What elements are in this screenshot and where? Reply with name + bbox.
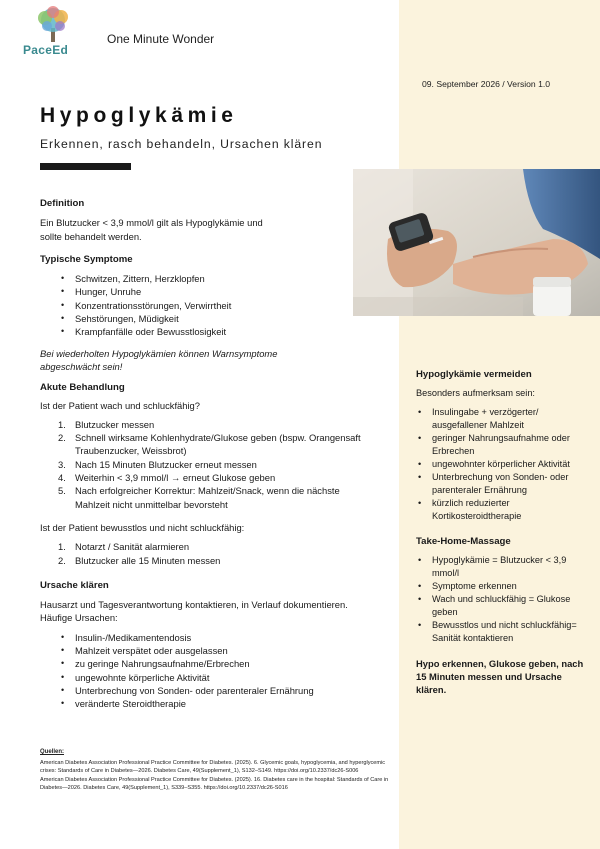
- list-item: • ungewohnter körperlicher Aktivität: [416, 458, 594, 471]
- list-item: • Schwitzen, Zittern, Herzklopfen: [40, 272, 394, 285]
- list-item: 4. Weiterhin < 3,9 mmol/l → erneut Glukose geben: [58, 472, 276, 484]
- logo-text: PaceEd: [23, 43, 69, 57]
- sources-section: [40, 748, 398, 793]
- list-item: • Unterbrechung von Sonden- oder parenteraler Ernährung: [40, 684, 394, 697]
- acute-question-unconscious: Ist der Patient bewusstlos und nicht schluckfähig:: [40, 521, 245, 533]
- right-sidebar: [416, 368, 594, 696]
- list-item: 5. Nach erfolgreicher Korrektur: Mahlzeit/Snack, wenn die nächste Mahlzeit nicht unmittelbar bevorsteht: [58, 485, 340, 510]
- list-item: • veränderte Steroidtherapie: [40, 697, 394, 710]
- symptoms-heading: Typische Symptome: [40, 253, 133, 265]
- list-item: • Unterbrechung von Sonden- oder parenteraler Ernährung: [416, 471, 594, 497]
- date-version: 09. September 2026 / Version 1.0: [422, 79, 551, 89]
- list-item: 2. Blutzucker alle 15 Minuten messen: [58, 554, 221, 566]
- list-item: • zu geringe Nahrungsaufnahme/Erbrechen: [40, 657, 394, 670]
- list-item: • Konzentrationsstörungen, Verwirrtheit: [40, 299, 394, 312]
- list-item: • Hunger, Unruhe: [40, 285, 394, 298]
- warning-note-line1: Bei wiederholten Hypoglykämien können Warnsymptome: [40, 347, 278, 359]
- list-item: • geringer Nahrungsaufnahme oder Erbrechen: [416, 432, 594, 458]
- avoid-list: [416, 406, 594, 523]
- list-item: • Mahlzeit verspätet oder ausgelassen: [40, 644, 394, 657]
- brand-subtitle: One Minute Wonder: [107, 32, 215, 46]
- source-reference: American Diabetes Association Professional Practice Committee for Diabetes. (2025). 16. Diabetes care in the hospital: Standards of Care in Diabetes—2026. Diabetes Care, 49(Supplement_1), S339–S355. https://doi.org/10.2337/dc26-S016: [40, 777, 389, 792]
- takehome-heading: Take-Home-Massage: [416, 536, 511, 547]
- definition-text-line2: sollte behandelt werden.: [40, 230, 142, 242]
- title-underline-bar: [40, 163, 131, 170]
- list-item: • Insulin-/Medikamentendosis: [40, 631, 394, 644]
- list-item: • Symptome erkennen: [416, 580, 594, 593]
- definition-heading: Definition: [40, 198, 85, 209]
- list-item: 1. Notarzt / Sanität alarmieren: [58, 541, 190, 553]
- list-item: • Hypoglykämie = Blutzucker < 3,9 mmol/l: [416, 554, 594, 580]
- list-item: 1. Blutzucker messen: [58, 418, 155, 430]
- causes-intro-line1: Hausarzt und Tagesverantwortung kontaktieren, in Verlauf dokumentieren.: [40, 599, 348, 611]
- causes-intro-line2: Häufige Ursachen:: [40, 612, 118, 624]
- causes-list: [40, 631, 394, 711]
- definition-text-line1: Ein Blutzucker < 3,9 mmol/l gilt als Hypoglykämie und: [40, 217, 263, 229]
- acute-heading: Akute Behandlung: [40, 382, 125, 394]
- avoid-intro: Besonders aufmerksam sein:: [416, 388, 535, 398]
- list-item: 2. Schnell wirksame Kohlenhydrate/Glukose geben (bspw. Orangensaft Traubenzucker, Weissbrot): [58, 432, 361, 457]
- acute-question-awake: Ist der Patient wach und schluckfähig?: [40, 399, 200, 411]
- avoid-heading: Hypoglykämie vermeiden: [416, 369, 532, 380]
- list-item: • Krampfanfälle oder Bewusstlosigkeit: [40, 325, 394, 338]
- takehome-list: [416, 554, 594, 645]
- list-item: • Insulingabe + verzögerter/ ausgefallener Mahlzeit: [416, 406, 594, 432]
- left-column: [40, 197, 394, 711]
- list-item: 3. Nach 15 Minuten Blutzucker erneut messen: [58, 458, 257, 470]
- list-item: • Sehstörungen, Müdigkeit: [40, 312, 394, 325]
- page-title: Hypoglykämie: [40, 104, 238, 127]
- warning-note-line2: abgeschwächt sein!: [40, 360, 123, 372]
- symptoms-list: [40, 272, 394, 338]
- source-reference: American Diabetes Association Professional Practice Committee for Diabetes. (2025). 6. Glycemic goals, hypoglycemia, and hyperglycemic crises: Standards of Care in Diabetes—2026. Diabetes Care, 49(Supplement_1), S132–S149. https://doi.org/10.2337/dc26-S006: [40, 760, 386, 775]
- unconscious-steps-list: [40, 540, 394, 567]
- sources-title: Quellen:: [40, 749, 65, 755]
- list-item: • ungewohnte körperliche Aktivität: [40, 671, 394, 684]
- closing-summary: Hypo erkennen, Glukose geben, nach 15 Minuten messen und Ursache klären.: [416, 658, 584, 695]
- list-item: • Bewusstlos und nicht schluckfähig= Sanität kontaktieren: [416, 619, 594, 645]
- acute-steps-list: [40, 418, 394, 511]
- causes-heading: Ursache klären: [40, 579, 109, 591]
- list-item: • Wach und schluckfähig = Glukose geben: [416, 593, 594, 619]
- page-subtitle: Erkennen, rasch behandeln, Ursachen klären: [40, 137, 323, 151]
- list-item: • kürzlich reduzierter Kortikosteroidtherapie: [416, 497, 594, 523]
